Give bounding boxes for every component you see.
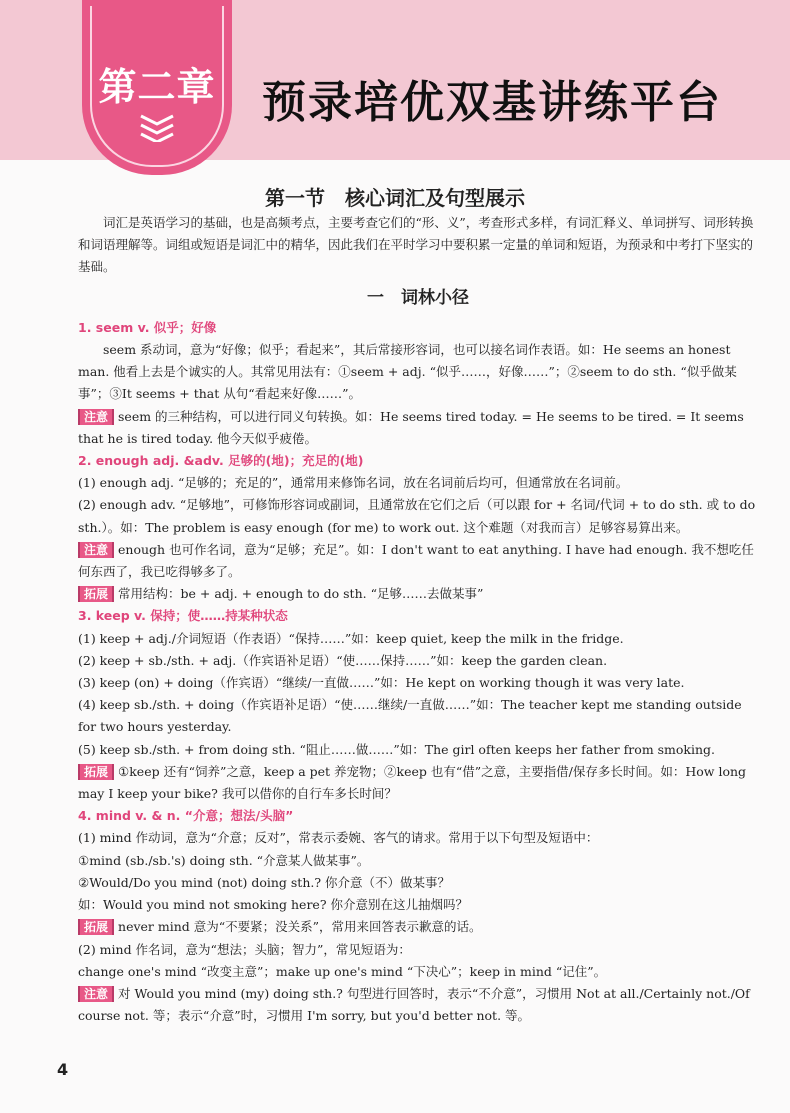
item-line: ①mind (sb./sb.'s) doing sth. “介意某人做某事”。 — [78, 852, 370, 868]
intro-paragraph: 词汇是英语学习的基础，也是高频考点，主要考查它们的“形、义”，考查形式多样，有词汇释义、单词拼写、词形转换和词语理解等。词组或短语是词汇中的精华，因此我们在平时学习中要积累一定量的单词和短语，为预录和中考打下坚实的基础。 — [78, 215, 754, 275]
note-text: 对 Would you mind (my) doing sth.? 句型进行回答时，表示“不介意”，习惯用 Not at all./Certainly not./Of course not. 等；表示“介意”时，习惯用 I'm sorry, but you'd better not. 等。 — [78, 985, 750, 1024]
note-tag: 注意 — [78, 409, 114, 425]
note-line — [78, 583, 758, 605]
item-line: (3) keep (on) + doing（作宾语）“继续/一直做……”如：He kept on working though it was very late. — [78, 675, 685, 691]
subsection-title: 一 词林小径 — [367, 287, 469, 308]
page-number: 4 — [57, 1060, 69, 1079]
item-heading: 4. mind v. & n. “介意；想法/头脑” — [78, 808, 294, 824]
item-heading: 3. keep v. 保持；使……持某种状态 — [78, 608, 288, 624]
item-line: change one's mind “改变主意”；make up one's mind “下决心”；keep in mind “记住”。 — [78, 963, 607, 979]
note-tag: 注意 — [78, 986, 114, 1002]
note-line — [78, 983, 758, 1027]
item-line: (2) keep + sb./sth. + adj.（作宾语补足语）“使……保持……”如：keep the garden clean. — [78, 652, 608, 668]
note-text: seem 的三种结构，可以进行同义句转换。如：He seems tired today. = He seems to be tired. = It seems that he is tired today. 他今天似乎疲倦。 — [78, 408, 744, 446]
note-tag: 注意 — [78, 542, 114, 558]
extension-tag: 拓展 — [78, 919, 114, 935]
platform-title: 预录培优双基讲练平台 — [262, 77, 722, 128]
item-heading: 1. seem v. 似乎；好像 — [78, 319, 217, 335]
item-line: (5) keep sb./sth. + from doing sth. “阻止……做……”如：The girl often keeps her father from smoking. — [78, 741, 716, 757]
extension-tag: 拓展 — [78, 764, 114, 780]
note-line — [78, 539, 758, 583]
item-line: (2) enough adv. “足够地”，可修饰形容词或副词，且通常放在它们之后（可以跟 for + 名词/代词 + to do sth. 或 to do sth.）。如：The problem is easy enough (for me) to work out. 这个难题（对我而言）足够容易算出来。 — [78, 497, 756, 535]
chevron-down-icon — [137, 112, 177, 142]
section-title: 第一节 核心词汇及句型展示 — [265, 186, 525, 210]
note-text: 常用结构：be + adj. + enough to do sth. “足够……去做某事” — [118, 586, 484, 602]
content — [78, 212, 758, 1027]
note-line — [78, 916, 758, 938]
note-text: ①keep 还有“饲养”之意，keep a pet 养宠物；②keep 也有“借”之意，主要指借/保存多长时间。如：How long may I keep your bike? 我可以借你的自行车多长时间？ — [78, 763, 747, 802]
item-line: (1) keep + adj./介词短语（作表语）“保持……”如：keep quiet, keep the milk in the fridge. — [78, 630, 624, 646]
item-heading: 2. enough adj. &adv. 足够的(地)；充足的(地) — [78, 453, 364, 469]
note-line — [78, 406, 758, 450]
item-line: (1) enough adj. “足够的；充足的”，通常用来修饰名词，放在名词前后均可，但通常放在名词前。 — [78, 475, 629, 491]
item-line: 如：Would you mind not smoking here? 你介意别在这儿抽烟吗？ — [78, 897, 468, 913]
item-line: (4) keep sb./sth. + doing（作宾语补足语）“使……继续/一直做……”如：The teacher kept me standing outside for two hours yesterday. — [78, 697, 742, 735]
item-line: (1) mind 作动词，意为“介意；反对”，常表示委婉、客气的请求。常用于以下句型及短语中： — [78, 830, 599, 846]
item-line: (2) mind 作名词，意为“想法；头脑；智力”，常见短语为： — [78, 941, 411, 957]
note-text: never mind 意为“不要紧；没关系”，常用来回答表示歉意的话。 — [118, 919, 482, 935]
note-line — [78, 761, 758, 805]
chapter-tab — [82, 0, 232, 175]
item-line: seem 系动词，意为“好像；似乎；看起来”，其后常接形容词，也可以接名词作表语。如：He seems an honest man. 他看上去是个诚实的人。其常见用法有：①seem + adj. “似乎……，好像……”；②seem to do sth. “似乎做某事”；③It seems + that 从句“看起来好像……”。 — [78, 342, 737, 402]
extension-tag: 拓展 — [78, 586, 114, 602]
chapter-label: 第二章 — [98, 65, 216, 109]
item-line: ②Would/Do you mind (not) doing sth.? 你介意（不）做某事？ — [78, 874, 451, 890]
note-text: enough 也可作名词，意为“足够；充足”。如：I don't want to eat anything. I have had enough. 我不想吃任何东西了，我已吃得够多了。 — [78, 541, 754, 580]
